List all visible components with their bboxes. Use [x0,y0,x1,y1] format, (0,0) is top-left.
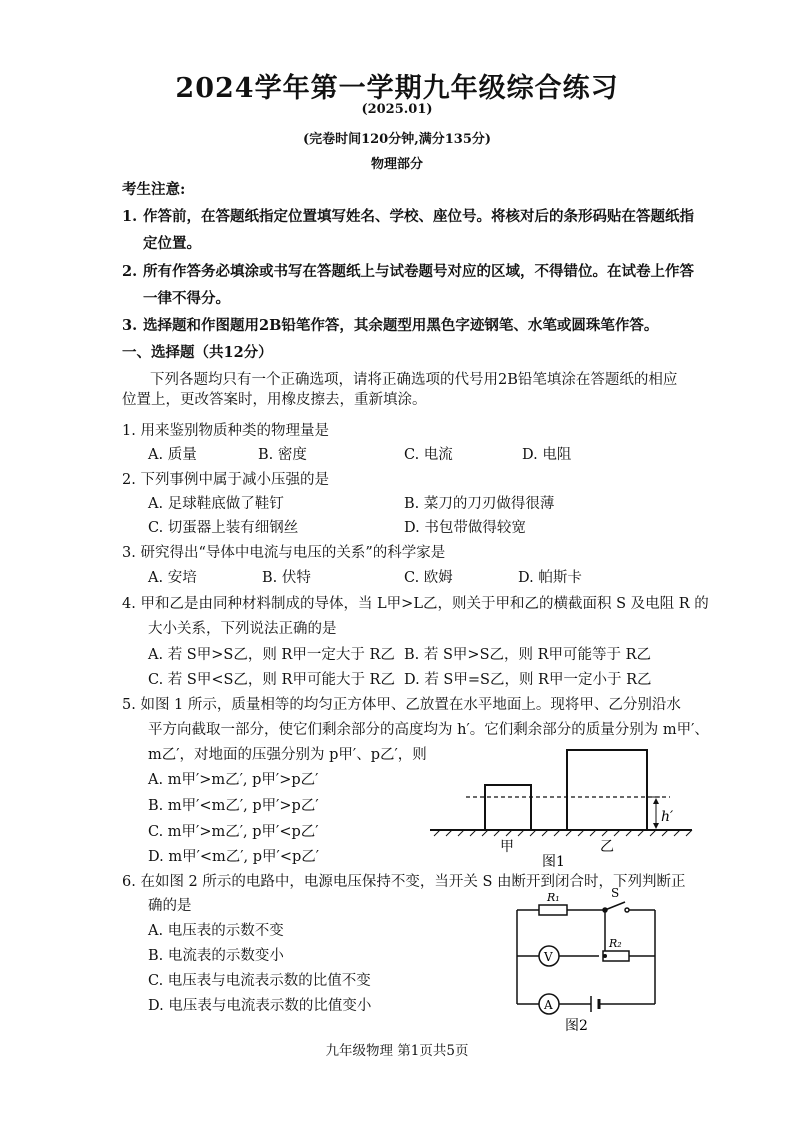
notice-text: 一律不得分。 [143,290,230,307]
question-stem: 6. 在如图 2 所示的电路中，电源电压保持不变，当开关 S 由断开到闭合时，下列判断正 [122,874,686,890]
option: B. m甲′<m乙′, p甲′>p乙′ [148,798,319,814]
page-title: 2024学年第一学期九年级综合练习 [175,73,619,104]
question-stem: 4. 甲和乙是由同种材料制成的导体，当 L甲>L乙，则关于甲和乙的横截面积 S 及电阻 R 的 [122,596,709,612]
label-a: 甲 [500,839,514,855]
question-stem: 确的是 [148,898,192,914]
option: C. 电压表与电流表示数的比值不变 [148,973,371,989]
question-stem: 5. 如图 1 所示，质量相等的均匀正方体甲、乙放置在水平地面上。现将甲、乙分别沿水 [122,697,681,713]
page-footer: 九年级物理 第1页共5页 [325,1043,469,1059]
question-stem: m乙′，对地面的压强分别为 p甲′、p乙′，则 [148,747,427,763]
notice-number: 3. [122,317,138,334]
option: D. 书包带做得较宽 [404,520,526,536]
question-stem: 1. 用来鉴别物质种类的物理量是 [122,423,329,439]
option: C. m甲′>m乙′, p甲′<p乙′ [148,824,319,840]
ammeter-label: A [544,998,553,1012]
option: D. 若 S甲=S乙，则 R甲一定小于 R乙 [404,672,652,688]
exam-info: (完卷时间120分钟,满分135分) [302,132,492,147]
part-intro: 下列各题均只有一个正确选项，请将正确选项的代号用2B铅笔填涂在答题纸的相应 [150,372,678,388]
height-label: h′ [661,809,674,825]
option: C. 若 S甲<S乙，则 R甲可能大于 R乙 [148,672,395,688]
notice-number: 1. [122,208,138,225]
notice-heading: 考生注意: [122,181,186,198]
question-stem: 大小关系，下列说法正确的是 [148,621,337,637]
switch-label: S [611,886,620,900]
option: D. 帕斯卡 [518,570,582,586]
figure-caption: 图2 [565,1018,588,1034]
notice-text: 所有作答务必填涂或书写在答题纸上与试卷题号对应的区域，不得错位。在试卷上作答 [143,263,694,280]
option: D. 电阻 [522,447,572,463]
notice-text: 选择题和作图题用2B铅笔作答，其余题型用黑色字迹钢笔、水笔或圆珠笔作答。 [143,317,659,334]
option: B. 电流表的示数变小 [148,948,284,964]
r1-label: R₁ [547,891,560,904]
option: C. 欧姆 [404,570,453,586]
voltmeter-label: V [544,950,553,964]
option: B. 伏特 [262,570,311,586]
option: B. 密度 [258,447,307,463]
notice-text: 定位置。 [143,235,201,252]
switch [605,902,625,910]
option: C. 电流 [404,447,453,463]
option: A. 电压表的示数不变 [148,923,284,939]
label-b: 乙 [600,839,614,855]
option: B. 若 S甲>S乙，则 R甲可能等于 R乙 [404,647,652,663]
cube-a [485,785,531,830]
option: D. 电压表与电流表示数的比值变小 [148,998,372,1014]
part-heading: 一、选择题（共12分） [122,344,273,361]
option: C. 切蛋器上装有细钢丝 [148,520,299,536]
exam-date: (2025.01) [361,102,433,117]
option: B. 菜刀的刀刃做得很薄 [404,496,555,512]
question-stem: 2. 下列事例中属于减小压强的是 [122,472,329,488]
option: A. 若 S甲>S乙，则 R甲一定大于 R乙 [148,647,395,663]
figure-2-circuit [505,886,675,1036]
section-title: 物理部分 [370,157,423,172]
cube-b [567,750,647,830]
notice-number: 2. [122,263,138,280]
option: A. 安培 [148,570,197,586]
resistor-r1 [539,905,567,915]
question-stem: 平方向截取一部分，使它们剩余部分的高度均为 h′。它们剩余部分的质量分别为 m甲′、 [148,722,709,738]
figure-1 [430,740,700,870]
option: A. 足球鞋底做了鞋钉 [148,496,284,512]
option: A. 质量 [148,447,197,463]
notice-text: 作答前，在答题纸指定位置填写姓名、学校、座位号。将核对后的条形码贴在答题纸指 [143,208,694,225]
part-intro: 位置上，更改答案时，用橡皮擦去，重新填涂。 [122,392,427,408]
option: A. m甲′>m乙′, p甲′>p乙′ [148,772,319,788]
r2-label: R₂ [609,937,622,950]
figure-caption: 图1 [542,854,565,870]
question-stem: 3. 研究得出“导体中电流与电压的关系”的科学家是 [122,545,446,561]
option: D. m甲′<m乙′, p甲′<p乙′ [148,849,320,865]
